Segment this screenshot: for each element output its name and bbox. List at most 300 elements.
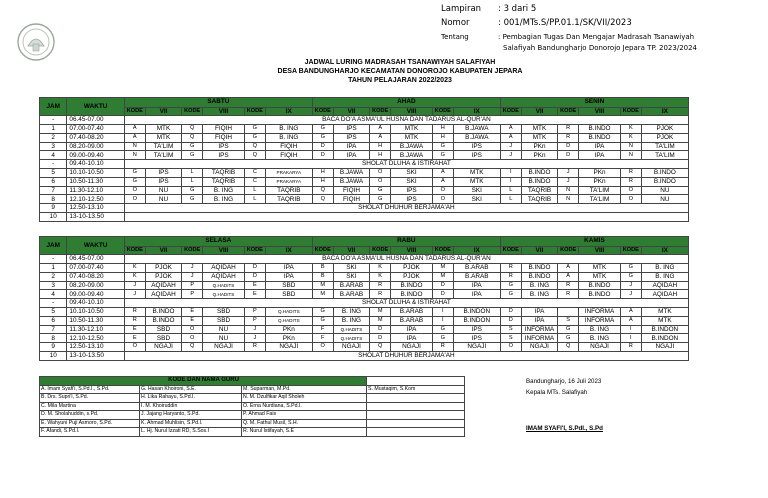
jam-cell: 5	[40, 169, 67, 178]
subject-cell: INFORMA	[579, 308, 621, 317]
class-header: VII	[521, 107, 558, 116]
table-row	[40, 160, 689, 169]
teacher-name-cell: O. Erna Nurdiana, S.Pd.I.	[242, 402, 367, 411]
subject-cell: B. ING	[203, 186, 245, 195]
teacher-code-cell: J	[182, 264, 203, 273]
class-header: VII	[145, 246, 182, 255]
subject-cell: TAQRIB	[521, 195, 558, 204]
class-header: VIII	[579, 246, 621, 255]
subject-cell: B.INDO	[579, 290, 621, 299]
teacher-code-cell: G	[500, 281, 521, 290]
subject-cell: SKI	[453, 195, 500, 204]
subject-cell: B.ARAB	[333, 290, 370, 299]
teacher-code-cell: J	[182, 272, 203, 281]
teacher-code-cell: P	[182, 281, 203, 290]
teacher-code-cell: R	[620, 177, 641, 186]
subject-cell: PKn	[521, 151, 558, 160]
teacher-code-cell: F	[312, 325, 333, 334]
teacher-code-cell: G	[370, 195, 391, 204]
teacher-code-cell: N	[620, 142, 641, 151]
teacher-code-cell: R	[244, 343, 265, 352]
subject-cell: SKI	[391, 177, 433, 186]
teacher-code-cell: O	[370, 169, 391, 178]
subject-cell: PJOK	[391, 272, 433, 281]
subject-cell: SBD	[203, 308, 245, 317]
subject-cell: IPS	[391, 186, 433, 195]
table-row	[40, 343, 689, 352]
subject-cell: IPS	[145, 169, 182, 178]
kode-header: KODE	[620, 107, 641, 116]
subject-cell: AQIDAH	[145, 290, 182, 299]
waktu-cell: 09.40-10.10	[67, 160, 124, 169]
teacher-code-cell: D	[370, 325, 391, 334]
subject-cell: FIQIH	[265, 151, 312, 160]
subject-cell: NU	[145, 186, 182, 195]
teacher-code-cell: L	[182, 169, 203, 178]
subject-cell: MTK	[641, 316, 688, 325]
jam-cell: 4	[40, 290, 67, 299]
teacher-code-cell: S	[500, 325, 521, 334]
subject-cell: B.INDO	[641, 169, 688, 178]
subject-cell: B.ARAB	[391, 316, 433, 325]
subject-cell: NU	[203, 334, 245, 343]
jam-cell: 10	[40, 352, 67, 361]
table-row	[40, 299, 689, 308]
jam-cell: 8	[40, 334, 67, 343]
subject-cell: Q.HADITS	[203, 281, 245, 290]
subject-cell: TAQRIB	[265, 195, 312, 204]
jam-cell: 6	[40, 316, 67, 325]
subject-cell: B.INDO	[521, 264, 558, 273]
teacher-name-cell: D. M. Sholahuddin, s.Pd.	[40, 411, 140, 420]
table-row	[40, 169, 689, 178]
subject-cell: B.INDON	[641, 325, 688, 334]
teacher-code-cell: D	[244, 264, 265, 273]
class-header: VII	[333, 246, 370, 255]
teacher-code-cell: G	[124, 169, 145, 178]
teacher-code-cell: K	[124, 272, 145, 281]
subject-cell: PKn	[521, 142, 558, 151]
teacher-code-cell: G	[312, 133, 333, 142]
jam-cell: 10	[40, 213, 67, 222]
subject-cell: IPA	[391, 334, 433, 343]
subject-cell: MTK	[145, 133, 182, 142]
activity-cell: SHOLAT DHUHUR BERJAMA'AH	[124, 352, 688, 361]
subject-cell: B. ING	[521, 281, 558, 290]
subject-cell: TAQRIB	[203, 177, 245, 186]
teacher-code-cell: G	[244, 125, 265, 134]
teacher-code-cell: R	[500, 264, 521, 273]
teacher-code-cell: D	[432, 281, 453, 290]
teacher-name-cell	[367, 411, 465, 420]
subject-cell: MTK	[579, 264, 621, 273]
teacher-code-cell: L	[500, 186, 521, 195]
subject-cell: IPS	[333, 133, 370, 142]
teacher-code-cell: I	[620, 334, 641, 343]
teacher-name-cell: I. M. Khoiruddin	[140, 402, 242, 411]
teacher-code-cell: A	[432, 177, 453, 186]
teacher-code-cell: D	[558, 151, 579, 160]
kode-header: KODE	[244, 246, 265, 255]
subject-cell: NGAJI	[391, 343, 433, 352]
subject-cell: B.INDO	[579, 125, 621, 134]
subject-cell: B. ING	[579, 325, 621, 334]
subject-cell: SBD	[145, 325, 182, 334]
subject-cell: IPS	[453, 325, 500, 334]
class-header: VII	[333, 107, 370, 116]
jam-cell: 3	[40, 142, 67, 151]
subject-cell: IPA	[521, 308, 558, 317]
teacher-code-cell: G	[432, 142, 453, 151]
schedule-table-2	[39, 236, 689, 361]
teacher-code-cell: I	[500, 169, 521, 178]
jam-cell: 6	[40, 177, 67, 186]
teacher-code-cell: E	[124, 325, 145, 334]
subject-cell: B.INDON	[453, 308, 500, 317]
waktu-cell: 12.50-13.10	[67, 343, 124, 352]
kode-header: KODE	[244, 107, 265, 116]
jam-cell: 5	[40, 308, 67, 317]
teacher-name-cell: C. Mila Martina	[40, 402, 140, 411]
teacher-code-cell: H	[432, 133, 453, 142]
subject-cell: IPA	[333, 142, 370, 151]
subject-cell: TAQRIB	[521, 186, 558, 195]
subject-cell: NGAJI	[579, 343, 621, 352]
teacher-code-cell: N	[558, 195, 579, 204]
subject-cell: B.INDO	[579, 133, 621, 142]
teacher-code-cell: J	[620, 281, 641, 290]
class-header: VII	[521, 246, 558, 255]
teacher-code-cell: R	[370, 281, 391, 290]
day-header: SABTU	[124, 98, 312, 108]
table-row	[40, 352, 689, 361]
teacher-code-cell: R	[558, 133, 579, 142]
subject-cell: TA'LIM	[145, 151, 182, 160]
activity-cell: SHOLAT DLUHA & ISTIRAHAT	[124, 299, 688, 308]
teacher-code-cell: I	[620, 325, 641, 334]
teacher-code-cell: G	[312, 308, 333, 317]
table-row	[40, 204, 689, 213]
subject-cell: B.INDO	[391, 290, 433, 299]
subject-cell: INFORMA	[521, 325, 558, 334]
class-header: VIII	[203, 107, 245, 116]
table-row	[40, 125, 689, 134]
jam-cell: 3	[40, 281, 67, 290]
teacher-code-cell: Q	[312, 186, 333, 195]
teacher-code-cell: D	[312, 142, 333, 151]
class-header: VIII	[203, 246, 245, 255]
teacher-code-cell: R	[620, 343, 641, 352]
class-header: VIII	[391, 246, 433, 255]
teacher-code-cell: M	[370, 316, 391, 325]
subject-cell: TA'LIM	[641, 151, 688, 160]
jam-cell: 4	[40, 151, 67, 160]
subject-cell: IPA	[521, 316, 558, 325]
teacher-code-cell: J	[500, 142, 521, 151]
tentang-label: Tentang	[441, 33, 469, 41]
subject-cell: SBD	[265, 281, 312, 290]
table-row	[40, 142, 689, 151]
subject-cell: B. ING	[521, 290, 558, 299]
teacher-code-cell: O	[370, 177, 391, 186]
teacher-code-cell: S	[558, 316, 579, 325]
teacher-code-cell: M	[370, 308, 391, 317]
kode-header: KODE	[432, 246, 453, 255]
teacher-code-cell: G	[312, 125, 333, 134]
teacher-code-cell: Q	[182, 343, 203, 352]
schedule-table-1	[39, 97, 689, 222]
table-row	[40, 272, 689, 281]
teacher-code-cell: E	[182, 308, 203, 317]
subject-cell: PJOK	[641, 125, 688, 134]
day-header-row	[40, 98, 689, 108]
teacher-code-cell: O	[124, 186, 145, 195]
teacher-code-cell: E	[244, 281, 265, 290]
teacher-code-cell: I	[432, 316, 453, 325]
subject-cell: B.INDO	[145, 308, 182, 317]
document-title	[120, 58, 680, 85]
guru-row	[40, 394, 465, 403]
class-header: VII	[145, 107, 182, 116]
teacher-code-cell: H	[312, 169, 333, 178]
subject-cell: AQIDAH	[203, 264, 245, 273]
subject-cell: TA'LIM	[145, 142, 182, 151]
subject-cell: B.JAWA	[333, 169, 370, 178]
teacher-code-cell: O	[124, 343, 145, 352]
subject-cell: B.INDO	[641, 177, 688, 186]
subject-cell: NGAJI	[641, 343, 688, 352]
subject-cell: B. ING	[579, 334, 621, 343]
teacher-code-cell: I	[432, 308, 453, 317]
waktu-cell: 11.30-12.10	[67, 325, 124, 334]
teacher-code-cell: R	[124, 316, 145, 325]
teacher-name-cell	[367, 402, 465, 411]
teacher-code-cell: O	[432, 195, 453, 204]
subject-cell: IPS	[453, 151, 500, 160]
jam-cell: -	[40, 160, 67, 169]
sign-position: Kepala MTs. Salafiyah	[526, 389, 588, 396]
teacher-code-cell: P	[244, 316, 265, 325]
subject-cell: AQIDAH	[145, 281, 182, 290]
teacher-code-cell: J	[124, 290, 145, 299]
jam-cell: -	[40, 299, 67, 308]
kode-header: KODE	[620, 246, 641, 255]
subject-cell: B. ING	[265, 125, 312, 134]
teacher-code-cell: L	[244, 186, 265, 195]
subject-cell: IPS	[391, 195, 433, 204]
kode-header: KODE	[312, 107, 333, 116]
teacher-code-cell: J	[244, 325, 265, 334]
day-header: AHAD	[312, 98, 500, 108]
class-header: IX	[265, 107, 312, 116]
teacher-code-cell: G	[558, 325, 579, 334]
waktu-cell: 13-10-13.50	[67, 213, 124, 222]
subject-cell: B.JAWA	[333, 177, 370, 186]
nomor-value: : 001/MTs.S/PP.01.1/SK/VII/2023	[498, 18, 632, 28]
teacher-code-cell: G	[432, 325, 453, 334]
waktu-cell: 10.50-11.30	[67, 316, 124, 325]
teacher-code-cell: L	[244, 195, 265, 204]
subject-cell: B. ING	[333, 316, 370, 325]
table-row	[40, 325, 689, 334]
teacher-code-cell: D	[370, 334, 391, 343]
subject-cell: PJOK	[641, 133, 688, 142]
teacher-code-cell: O	[432, 186, 453, 195]
subject-cell: AQIDAH	[203, 272, 245, 281]
jam-cell: 9	[40, 204, 67, 213]
subject-cell: SKI	[453, 186, 500, 195]
kode-header: KODE	[370, 246, 391, 255]
subject-cell: Q.HADITS	[333, 334, 370, 343]
title-line-1: JADWAL LURING MADRASAH TSANAWIYAH SALAFIYAH	[304, 59, 496, 66]
teacher-code-cell: O	[182, 334, 203, 343]
table-row	[40, 195, 689, 204]
subject-cell: MTK	[521, 133, 558, 142]
waktu-cell: 12.10-12.50	[67, 195, 124, 204]
teacher-code-cell: O	[620, 186, 641, 195]
teacher-code-cell: A	[558, 272, 579, 281]
teacher-code-cell: G	[182, 195, 203, 204]
tentang-value-1: : Pembagian Tugas Dan Mengajar Madrasah Tsanawiyah	[498, 33, 695, 41]
teacher-name-cell: L. Hj. Nurul Izzati RD, S.Sos.I	[140, 428, 242, 437]
subject-cell: B.ARAB	[453, 272, 500, 281]
class-header: IX	[641, 107, 688, 116]
teacher-code-cell: M	[432, 264, 453, 273]
subject-cell: B. ING	[203, 195, 245, 204]
teacher-code-cell: L	[182, 177, 203, 186]
kode-header: KODE	[312, 246, 333, 255]
subject-cell: IPA	[453, 290, 500, 299]
teacher-code-cell: C	[244, 169, 265, 178]
subject-cell: B.ARAB	[391, 308, 433, 317]
subject-cell: IPS	[333, 125, 370, 134]
teacher-code-cell: R	[432, 343, 453, 352]
kode-header: KODE	[182, 107, 203, 116]
subject-cell: PKn	[265, 334, 312, 343]
teacher-code-cell: D	[244, 272, 265, 281]
teacher-code-cell: G	[182, 142, 203, 151]
subject-cell: MTK	[391, 133, 433, 142]
subject-cell: PJOK	[391, 264, 433, 273]
subject-cell: TA'LIM	[641, 142, 688, 151]
subject-cell: B.INDON	[453, 316, 500, 325]
teacher-code-cell: G	[620, 264, 641, 273]
subject-cell: SKI	[333, 272, 370, 281]
teacher-code-cell: R	[370, 290, 391, 299]
subject-cell: NU	[641, 195, 688, 204]
subject-cell: PRAKARYA	[265, 177, 312, 186]
jam-header: JAM	[40, 98, 67, 116]
table-row	[40, 186, 689, 195]
teacher-code-cell: A	[500, 125, 521, 134]
teacher-code-cell: J	[244, 334, 265, 343]
waktu-cell: 09.00-09.40	[67, 151, 124, 160]
subject-cell: B.INDON	[641, 334, 688, 343]
subject-cell: MTK	[391, 125, 433, 134]
subject-cell: IPA	[579, 142, 621, 151]
activity-cell: BACA DO'A ASMA'UL HUSNA DAN TADARUS AL-QUR'AN	[124, 116, 688, 125]
teacher-code-cell: J	[620, 290, 641, 299]
teacher-code-cell: E	[124, 334, 145, 343]
subject-cell: MTK	[641, 308, 688, 317]
teacher-code-cell: I	[500, 177, 521, 186]
table-row	[40, 133, 689, 142]
subject-cell: B.JAWA	[391, 151, 433, 160]
teacher-code-cell: K	[620, 133, 641, 142]
teacher-code-cell: F	[312, 334, 333, 343]
subject-cell: TA'LIM	[579, 195, 621, 204]
teacher-code-cell: A	[124, 125, 145, 134]
teacher-code-cell: G	[312, 316, 333, 325]
teacher-code-cell: M	[432, 272, 453, 281]
teacher-name-cell: H. Lika Rahayu, S.Pd.I.	[140, 394, 242, 403]
subject-cell: AQIDAH	[641, 290, 688, 299]
jam-cell: 1	[40, 125, 67, 134]
subject-cell: FIQIH	[265, 142, 312, 151]
kode-header: KODE	[182, 246, 203, 255]
subject-cell: Q.HADITS	[265, 316, 312, 325]
teacher-name-cell	[367, 419, 465, 428]
tentang-value-2: Salafiyah Bandungharjo Donorojo Jepara TP. 2023/2024	[503, 44, 698, 52]
class-header: IX	[453, 107, 500, 116]
teacher-code-cell: G	[432, 334, 453, 343]
teacher-code-cell: H	[312, 177, 333, 186]
teacher-code-cell: A	[620, 316, 641, 325]
waktu-cell: 10.10-10.50	[67, 169, 124, 178]
teacher-code-cell: R	[124, 308, 145, 317]
school-logo	[16, 22, 56, 62]
teacher-name-cell: E. Wahyuni Puji Asmoro, S.Pd.	[40, 419, 140, 428]
subject-cell: TA'LIM	[579, 186, 621, 195]
subject-cell: IPA	[391, 325, 433, 334]
subject-cell: PKn	[579, 169, 621, 178]
subject-cell: NU	[145, 195, 182, 204]
teacher-code-cell	[558, 308, 579, 317]
activity-cell: BACA DO'A ASMA'UL HUSNA DAN TADARUS AL-QUR'AN	[124, 255, 688, 264]
teacher-code-cell: J	[500, 151, 521, 160]
subject-cell: B.INDO	[521, 169, 558, 178]
subject-cell: NGAJI	[265, 343, 312, 352]
waktu-cell: 12.10-12.50	[67, 334, 124, 343]
activity-cell: SHOLAT DHUHUR BERJAMA'AH	[124, 204, 688, 213]
subject-cell: PRAKARYA	[265, 169, 312, 178]
class-header-row	[40, 107, 689, 116]
class-header: IX	[453, 246, 500, 255]
teacher-code-cell: A	[432, 169, 453, 178]
subject-cell: B. ING	[641, 272, 688, 281]
subject-cell: IPA	[265, 272, 312, 281]
teacher-name-cell: S. Mustaqim, S.Kom	[367, 385, 465, 394]
teacher-code-cell: J	[124, 281, 145, 290]
kode-header: KODE	[370, 107, 391, 116]
teacher-code-cell: M	[312, 290, 333, 299]
teacher-code-cell: B	[312, 272, 333, 281]
subject-cell: IPA	[453, 281, 500, 290]
waktu-cell: 07.00-07.40	[67, 125, 124, 134]
teacher-code-cell: A	[124, 133, 145, 142]
teacher-name-cell: P. Ahmad Fais	[242, 411, 367, 420]
subject-cell: IPS	[145, 177, 182, 186]
teacher-code-cell: C	[244, 177, 265, 186]
teacher-name-cell: G. Hasan Khoironi, S.E.	[140, 385, 242, 394]
subject-cell: PKn	[265, 325, 312, 334]
sign-name: IMAM SYAFI'I, S.PdI., S.Pd	[526, 425, 603, 432]
jam-cell: 8	[40, 195, 67, 204]
subject-cell: MTK	[145, 125, 182, 134]
teacher-code-cell: A	[558, 264, 579, 273]
empty-cell	[124, 213, 688, 222]
teacher-code-cell: K	[370, 272, 391, 281]
